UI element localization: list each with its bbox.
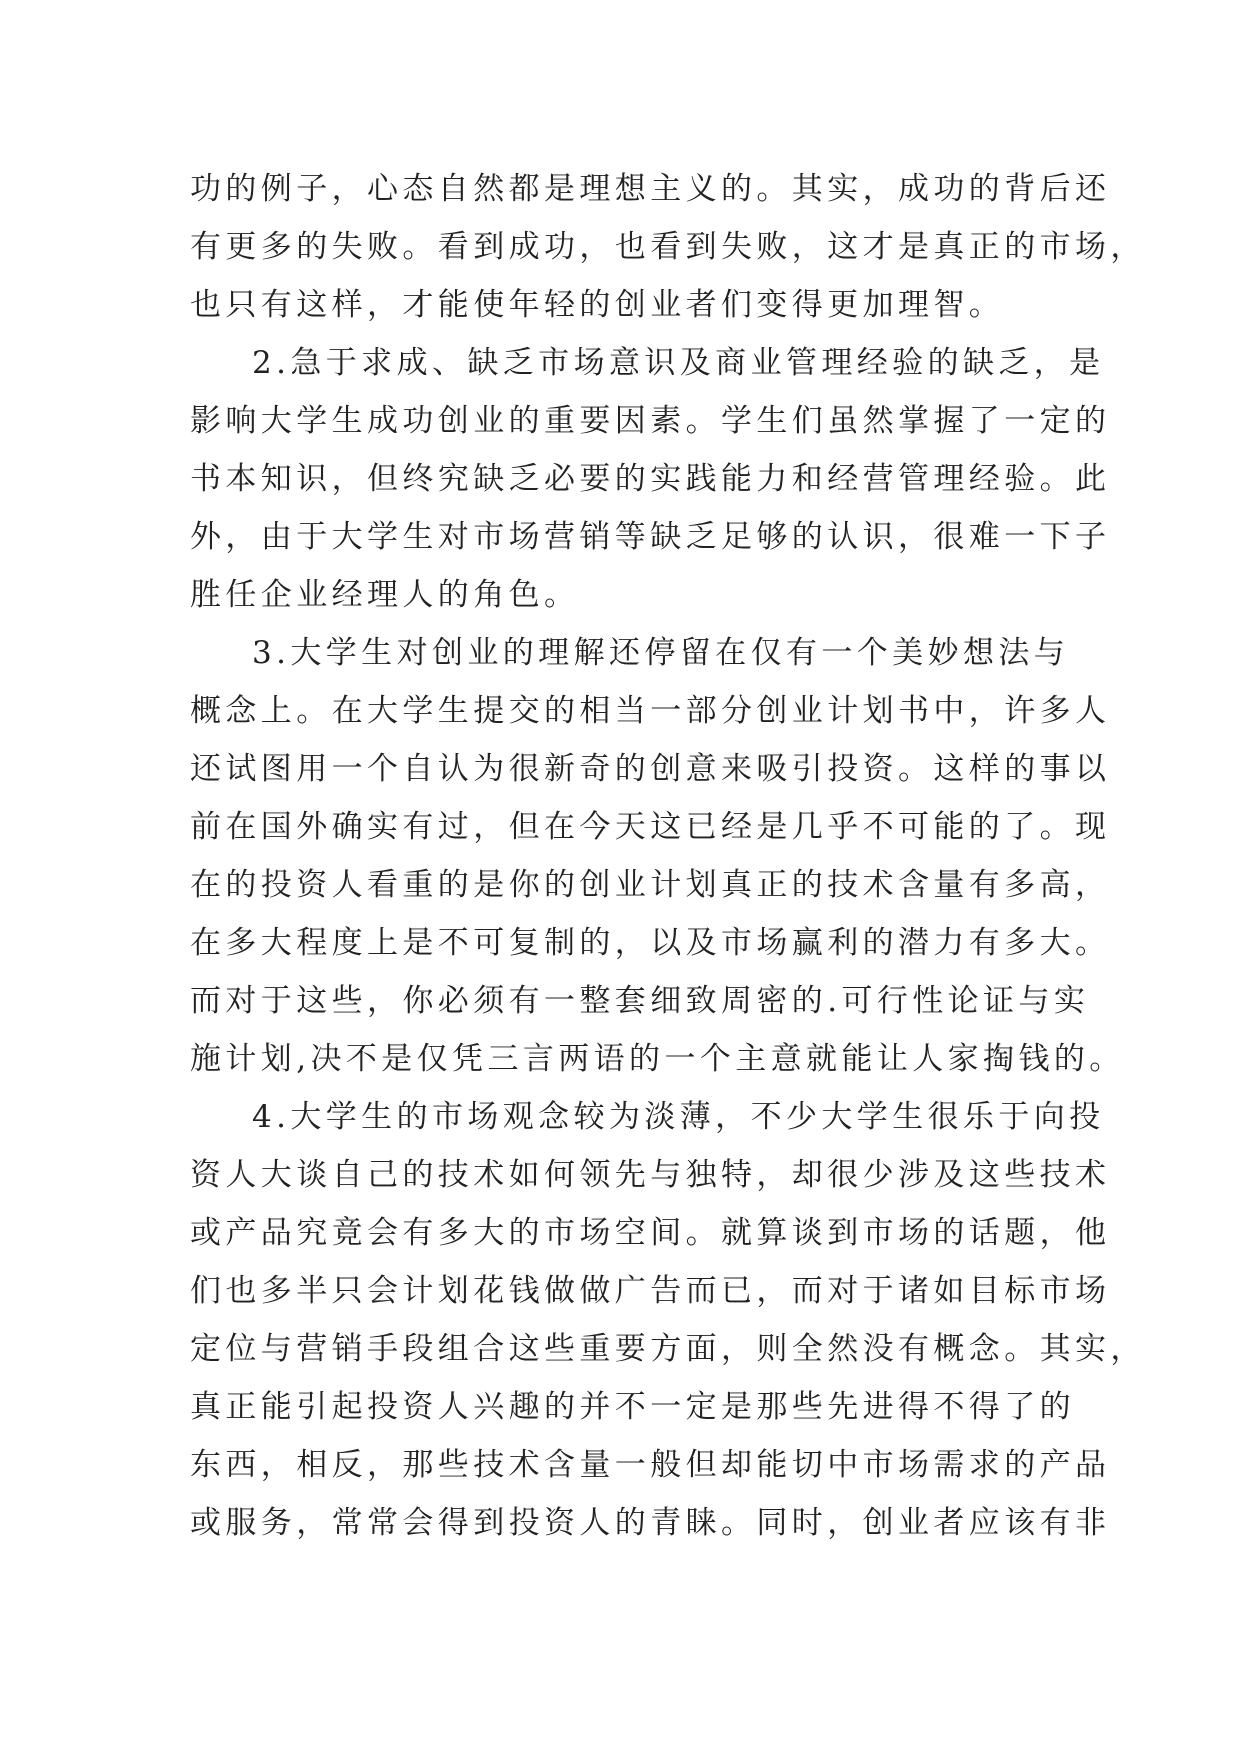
paragraph-3-start: 3.大学生对创业的理解还停留在仅有一个美妙想法与 xyxy=(252,635,1070,671)
text-line: 功的例子，心态自然都是理想主义的。其实，成功的背后还 xyxy=(190,171,1111,207)
text-line: 胜任企业经理人的角色。 xyxy=(190,577,580,613)
text-line: 施计划,决不是仅凭三言两语的一个主意就能让人家掏钱的。 xyxy=(190,1041,1125,1077)
text-line: 外，由于大学生对市场营销等缺乏足够的认识，很难一下子 xyxy=(190,519,1111,555)
text-line: 在的投资人看重的是你的创业计划真正的技术含量有多高， xyxy=(190,867,1111,903)
body-text xyxy=(190,160,1146,1552)
text-line: 前在国外确实有过，但在今天这已经是几乎不可能的了。现 xyxy=(190,809,1111,845)
text-line: 还试图用一个自认为很新奇的创意来吸引投资。这样的事以 xyxy=(190,751,1111,787)
text-line: 有更多的失败。看到成功，也看到失败，这才是真正的市场， xyxy=(190,229,1146,265)
text-line: 或服务，常常会得到投资人的青睐。同时，创业者应该有非 xyxy=(190,1505,1111,1541)
text-line: 而对于这些，你必须有一整套细致周密的.可行性论证与实 xyxy=(190,983,1090,1019)
paragraph-4-start: 4.大学生的市场观念较为淡薄，不少大学生很乐于向投 xyxy=(252,1099,1105,1135)
text-line: 在多大程度上是不可复制的，以及市场赢利的潜力有多大。 xyxy=(190,925,1111,961)
text-line: 东西，相反，那些技术含量一般但却能切中市场需求的产品 xyxy=(190,1447,1111,1483)
text-line: 书本知识，但终究缺乏必要的实践能力和经营管理经验。此 xyxy=(190,461,1111,497)
text-line: 资人大谈自己的技术如何领先与独特，却很少涉及这些技术 xyxy=(190,1157,1111,1193)
text-line: 概念上。在大学生提交的相当一部分创业计划书中，许多人 xyxy=(190,693,1111,729)
text-line: 也只有这样，才能使年轻的创业者们变得更加理智。 xyxy=(190,287,1005,323)
text-line: 真正能引起投资人兴趣的并不一定是那些先进得不得了的 xyxy=(190,1389,1075,1425)
text-line: 定位与营销手段组合这些重要方面，则全然没有概念。其实， xyxy=(190,1331,1146,1367)
text-line: 或产品究竟会有多大的市场空间。就算谈到市场的话题，他 xyxy=(190,1215,1111,1251)
text-line: 们也多半只会计划花钱做做广告而已，而对于诸如目标市场 xyxy=(190,1273,1111,1309)
text-line: 影响大学生成功创业的重要因素。学生们虽然掌握了一定的 xyxy=(190,403,1111,439)
paragraph-2-start: 2.急于求成、缺乏市场意识及商业管理经验的缺乏，是 xyxy=(252,345,1105,381)
